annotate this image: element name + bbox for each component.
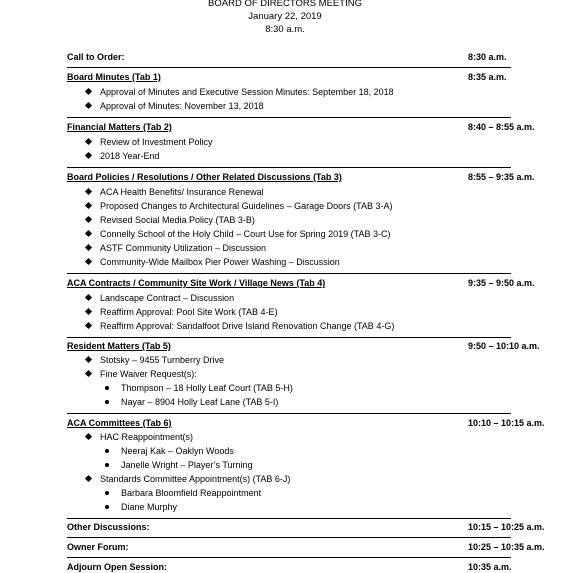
committees-title: ACA Committees (Tab 6)	[67, 418, 172, 428]
diamond-bullet-icon	[85, 230, 92, 237]
diamond-bullet-icon	[85, 138, 92, 145]
list-item: Landscape Contract – Discussion	[86, 293, 234, 304]
sub-list-item: Thompson – 18 Holly Leaf Court (TAB 5-H)	[105, 383, 293, 394]
sub-list-item: Janelle Wright – Player’s Turning	[105, 460, 253, 471]
list-item: Standards Committee Appointment(s) (TAB 6-J)	[86, 474, 290, 485]
divider	[67, 273, 511, 274]
diamond-bullet-icon	[85, 370, 92, 377]
adjourn-time: 10:35 a.m.	[468, 562, 512, 572]
diamond-bullet-icon	[85, 202, 92, 209]
list-item: Connelly School of the Holy Child – Court Use for Spring 2019 (TAB 3-C)	[86, 229, 390, 240]
list-item: ASTF Community Utilization – Discussion	[86, 243, 266, 254]
diamond-bullet-icon	[85, 216, 92, 223]
divider	[67, 167, 511, 168]
diamond-bullet-icon	[85, 433, 92, 440]
list-item: ACA Health Benefits/ Insurance Renewal	[86, 187, 264, 198]
other-discussions-time: 10:15 – 10:25 a.m.	[468, 522, 545, 532]
resident-heading	[67, 341, 540, 352]
resident-time: 9:50 – 10:10 a.m.	[468, 341, 540, 351]
board-minutes-title: Board Minutes (Tab 1)	[67, 72, 161, 82]
meeting-date: January 22, 2019	[248, 11, 322, 22]
policies-heading	[67, 172, 535, 183]
call-to-order-label: Call to Order:	[67, 52, 125, 62]
list-item: Approval of Minutes and Executive Session Minutes: September 18, 2018	[86, 87, 394, 98]
divider	[67, 67, 511, 68]
divider	[67, 518, 511, 519]
sub-list-item: Nayar – 8904 Holly Leaf Lane (TAB 5-I)	[105, 397, 278, 408]
list-item: HAC Reappointment(s)	[86, 432, 193, 443]
divider	[67, 557, 511, 558]
contracts-time: 9:35 – 9:50 a.m.	[468, 278, 535, 288]
diamond-bullet-icon	[85, 322, 92, 329]
contracts-title: ACA Contracts / Community Site Work / Village News (Tab 4)	[67, 278, 326, 288]
round-bullet-icon	[105, 386, 109, 390]
other-discussions-row	[67, 522, 545, 533]
divider	[67, 337, 511, 338]
diamond-bullet-icon	[85, 294, 92, 301]
board-minutes-heading	[67, 72, 511, 83]
list-item: Community-Wide Mailbox Pier Power Washing – Discussion	[86, 257, 340, 268]
diamond-bullet-icon	[85, 258, 92, 265]
call-to-order-row	[67, 52, 511, 63]
other-discussions-label: Other Discussions:	[67, 522, 150, 532]
diamond-bullet-icon	[85, 475, 92, 482]
owner-forum-row	[67, 542, 545, 553]
committees-time: 10:10 – 10:15 a.m.	[468, 418, 545, 428]
financial-time: 8:40 – 8:55 a.m.	[468, 122, 535, 132]
diamond-bullet-icon	[85, 88, 92, 95]
list-item: Stotsky – 9455 Turnberry Drive	[86, 355, 224, 366]
resident-title: Resident Matters (Tab 5)	[67, 341, 171, 351]
list-item: Fine Waiver Request(s):	[86, 369, 197, 380]
divider	[67, 117, 511, 118]
round-bullet-icon	[105, 449, 109, 453]
list-item: Reaffirm Approval: Sandalfoot Drive Island Renovation Change (TAB 4-G)	[86, 321, 394, 332]
list-item: Reaffirm Approval: Pool Site Work (TAB 4-E)	[86, 307, 278, 318]
divider	[67, 413, 511, 414]
sub-list-item: Diane Murphy	[105, 502, 177, 513]
round-bullet-icon	[105, 463, 109, 467]
meeting-title: BOARD OF DIRECTORS MEETING	[208, 0, 362, 9]
call-to-order-time: 8:30 a.m.	[468, 52, 507, 62]
list-item: 2018 Year-End	[86, 151, 160, 162]
policies-title: Board Policies / Resolutions / Other Related Discussions (Tab 3)	[67, 172, 342, 182]
list-item: Proposed Changes to Architectural Guidelines – Garage Doors (TAB 3-A)	[86, 201, 392, 212]
divider	[67, 537, 511, 538]
meeting-time: 8:30 a.m.	[265, 24, 305, 35]
diamond-bullet-icon	[85, 356, 92, 363]
round-bullet-icon	[105, 491, 109, 495]
sub-list-item: Barbara Bloomfield Reappointment	[105, 488, 261, 499]
adjourn-row	[67, 562, 511, 573]
list-item: Review of Investment Policy	[86, 137, 213, 148]
policies-time: 8:55 – 9:35 a.m.	[468, 172, 535, 182]
diamond-bullet-icon	[85, 152, 92, 159]
committees-heading	[67, 418, 545, 429]
owner-forum-label: Owner Forum:	[67, 542, 129, 552]
adjourn-label: Adjourn Open Session:	[67, 562, 168, 572]
round-bullet-icon	[105, 505, 109, 509]
list-item: Approval of Minutes: November 13, 2018	[86, 101, 264, 112]
round-bullet-icon	[105, 400, 109, 404]
contracts-heading	[67, 278, 535, 289]
diamond-bullet-icon	[85, 308, 92, 315]
financial-heading	[67, 122, 535, 133]
diamond-bullet-icon	[85, 188, 92, 195]
board-minutes-time: 8:35 a.m.	[468, 72, 507, 82]
sub-list-item: Neeraj Kak – Oaklyn Woods	[105, 446, 234, 457]
list-item: Revised Social Media Policy (TAB 3-B)	[86, 215, 255, 226]
financial-title: Financial Matters (Tab 2)	[67, 122, 172, 132]
diamond-bullet-icon	[85, 102, 92, 109]
owner-forum-time: 10:25 – 10:35 a.m.	[468, 542, 545, 552]
diamond-bullet-icon	[85, 244, 92, 251]
